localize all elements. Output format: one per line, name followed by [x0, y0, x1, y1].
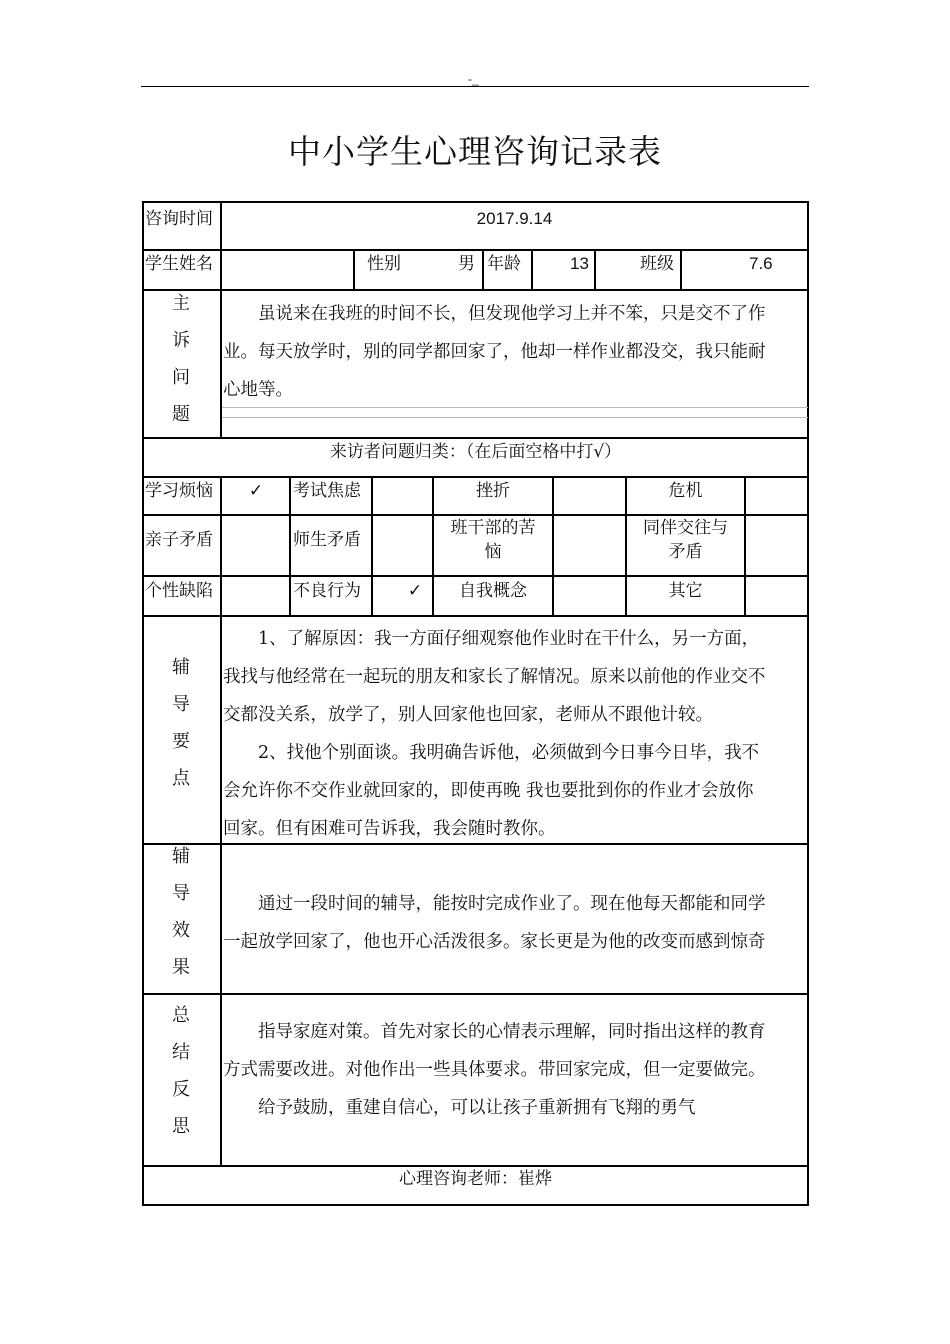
table-border-right [807, 201, 809, 1206]
row-rule [142, 289, 809, 291]
effect-line: 一起放学回家了，他也开心活泼很多。家长更是为他的改变而感到惊奇 [223, 932, 766, 952]
complaint-line: 业。每天放学时，别的同学都回家了，他却一样作业都没交，我只能耐 [223, 342, 766, 362]
student-name-label: 学生姓名 [145, 254, 213, 274]
effect-label-char: 果 [172, 957, 190, 978]
gender-value: 男 [458, 254, 475, 274]
thin-rule [222, 417, 808, 418]
summary-label [142, 997, 220, 1145]
effect-label [142, 838, 220, 986]
guidance-line: 交都没关系，放学了，别人回家他也回家，老师从不跟他计较。 [223, 705, 713, 725]
col-rule [680, 249, 682, 289]
col-rule [594, 249, 596, 289]
complaint-line: 心地等。 [223, 380, 293, 400]
category-name-line: 矛盾 [668, 542, 703, 562]
col-rule [371, 476, 373, 616]
category-name-line: 同伴交往与 [643, 518, 728, 538]
summary-line: 给予鼓励，重建自信心，可以让孩子重新拥有飞翔的勇气 [223, 1098, 696, 1118]
row-rule [142, 437, 809, 439]
complaint-label-char: 主 [172, 293, 190, 314]
row-rule [142, 249, 809, 251]
category-name: 亲子矛盾 [145, 530, 213, 550]
gender-label: 性别 [367, 254, 401, 274]
category-header: 来访者问题归类：（在后面空格中打√） [329, 442, 622, 462]
table-border-bottom [142, 1204, 809, 1206]
summary-label-char: 总 [172, 1005, 190, 1026]
col-rule [531, 249, 533, 289]
table-border-top [142, 201, 809, 203]
guidance-label-char: 要 [172, 731, 190, 752]
summary-line: 方式需要改进。对他作出一些具体要求。带回家完成，但一定要做完。 [223, 1060, 766, 1080]
category-name: 其它 [668, 581, 703, 601]
category-name-line: 班干部的苦 [450, 518, 536, 538]
category-name [434, 516, 552, 564]
col-rule [353, 249, 355, 289]
page-title: 中小学生心理咨询记录表 [288, 132, 662, 171]
guidance-line: 会允许你不交作业就回家的，即使再晚 我也要批到你的作业才会放你 [223, 781, 754, 801]
header-rule [141, 86, 809, 87]
consult-time-label: 咨询时间 [145, 209, 213, 229]
col-rule [220, 201, 222, 437]
teacher-signature-line: 心理咨询老师：崔烨 [399, 1169, 552, 1189]
guidance-line: 1、了解原因：我一方面仔细观察他作业时在干什么，另一方面， [223, 629, 760, 649]
col-rule [220, 615, 222, 1165]
row-rule [142, 476, 809, 478]
guidance-label [142, 649, 220, 797]
guidance-line: 2、找他个别面谈。我明确告诉他，必须做到今日事今日毕，我不 [223, 743, 760, 763]
category-name: 挫折 [476, 481, 510, 501]
summary-label-char: 反 [172, 1079, 190, 1100]
class-value: 7.6 [749, 254, 773, 273]
category-name: 危机 [668, 481, 703, 501]
guidance-line: 回家。但有困难可告诉我，我会随时教你。 [223, 819, 556, 839]
category-name: 师生矛盾 [293, 530, 361, 550]
record-table [142, 201, 809, 1206]
guidance-label-char: 辅 [172, 657, 190, 678]
age-label: 年龄 [487, 254, 521, 274]
age-value: 13 [570, 254, 589, 273]
summary-line: 指导家庭对策。首先对家长的心情表示理解，同时指出这样的教育 [223, 1022, 766, 1042]
class-label: 班级 [640, 254, 674, 274]
complaint-label [142, 285, 220, 433]
effect-line: 通过一段时间的辅导，能按时完成作业了。现在他每天都能和同学 [223, 894, 766, 914]
guidance-label-char: 导 [172, 694, 190, 715]
category-check: ✓ [407, 581, 423, 601]
complaint-line: 虽说来在我班的时间不长，但发现他学习上并不笨，只是交不了作 [223, 304, 766, 324]
category-name-line: 恼 [484, 542, 502, 562]
row-rule [142, 615, 809, 617]
complaint-text [223, 295, 806, 409]
category-name: 考试焦虑 [293, 481, 361, 501]
effect-label-char: 辅 [172, 846, 190, 867]
summary-text [223, 1013, 806, 1127]
summary-label-char: 结 [172, 1042, 190, 1063]
category-name: 个性缺陷 [145, 581, 213, 601]
col-rule [552, 476, 554, 616]
category-name: 不良行为 [293, 581, 361, 601]
guidance-line: 我找与他经常在一起玩的朋友和家长了解情况。原来以前他的作业交不 [223, 667, 766, 687]
summary-label-char: 思 [172, 1116, 190, 1137]
row-rule [142, 1165, 809, 1167]
col-rule [482, 249, 484, 289]
category-name: 自我概念 [459, 581, 527, 601]
guidance-label-char: 点 [172, 768, 190, 789]
guidance-text [223, 620, 806, 848]
header-mark: -_ [468, 72, 479, 86]
complaint-label-char: 问 [172, 367, 190, 388]
effect-label-char: 效 [172, 920, 190, 941]
complaint-label-char: 题 [172, 404, 190, 425]
category-check: ✓ [248, 481, 264, 501]
col-rule [744, 476, 746, 616]
complaint-label-char: 诉 [172, 330, 190, 351]
category-name [627, 516, 744, 564]
consult-time-value: 2017.9.14 [476, 209, 553, 228]
category-name: 学习烦恼 [145, 481, 213, 501]
row-rule [142, 575, 809, 577]
effect-label-char: 导 [172, 883, 190, 904]
effect-text [223, 885, 806, 961]
row-rule [142, 993, 809, 995]
